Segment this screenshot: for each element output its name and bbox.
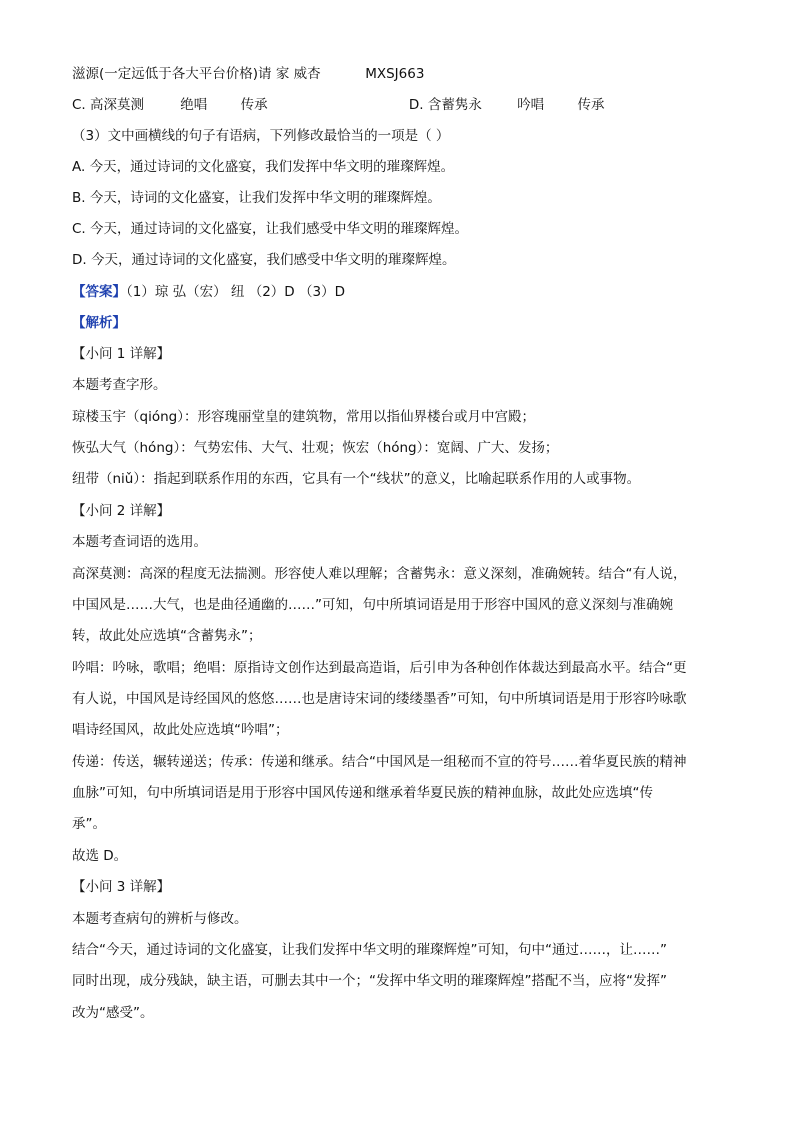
options-row (72, 95, 604, 115)
doc-code: MXSJ663 (365, 66, 425, 82)
sub2-p2-line1: 吟唱：吟咏，歌唱；绝唱：原指诗文创作达到最高造诣，后引申为各种创作体裁达到最高水平。结合“更 (72, 660, 687, 676)
answer-text: （1）琼 弘（宏） 纽 （2）D （3）D (126, 284, 345, 300)
option-d-word3: 传承 (577, 97, 605, 113)
sub3-title: 【小问 3 详解】 (72, 879, 171, 895)
sub2-p3-line3: 承”。 (72, 816, 106, 832)
analysis-label: 【解析】 (72, 315, 126, 331)
option-c-word3: 传承 (240, 97, 268, 113)
sub2-p2-line2: 有人说，中国风是诗经国风的悠悠……也是唐诗宋词的缕缕墨香”可知，句中所填词语是用于形容吟咏歌 (72, 691, 687, 707)
source-text: 滋源(一定远低于各大平台价格)请 家 威杏 (72, 66, 321, 82)
sub2-conclusion: 故选 D。 (72, 848, 128, 864)
sub3-p1-line3: 改为“感受”。 (72, 1005, 154, 1021)
header-line (72, 64, 424, 84)
sub3-p1-line1: 结合“今天，通过诗词的文化盛宴，让我们发挥中华文明的璀璨辉煌”可知，句中“通过……，让……” (72, 942, 667, 958)
sub1-title: 【小问 1 详解】 (72, 346, 171, 362)
sub1-line-3: 纽带（niǔ）：指起到联系作用的东西，它具有一个“线状”的意义，比喻起联系作用的人或事物。 (72, 471, 641, 487)
sub3-intro: 本题考查病句的辨析与修改。 (72, 911, 248, 927)
choice-b: B. 今天，诗词的文化盛宴，让我们发挥中华文明的璀璨辉煌。 (72, 190, 441, 206)
sub1-line-1: 琼楼玉宇（qióng）：形容瑰丽堂皇的建筑物，常用以指仙界楼台或月中宫殿； (72, 409, 535, 425)
sub2-title: 【小问 2 详解】 (72, 503, 171, 519)
sub2-p2-line3: 唱诗经国风，故此处应选填“吟唱”； (72, 722, 289, 738)
sub2-p3-line2: 血脉”可知，句中所填词语是用于形容中国风传递和继承着华夏民族的精神血脉，故此处应选填“传 (72, 785, 653, 801)
option-d-word2: 吟唱 (517, 97, 545, 113)
answer-line (72, 282, 345, 302)
sub2-p3-line1: 传递：传送，辗转递送；传承：传递和继承。结合“中国风是一组秘而不宣的符号……着华夏民族的精神 (72, 754, 687, 770)
choice-d: D. 今天，通过诗词的文化盛宴，我们感受中华文明的璀璨辉煌。 (72, 252, 456, 268)
sub2-p1-line2: 中国风是……大气，也是曲径通幽的……”可知，句中所填词语是用于形容中国风的意义深刻与准确婉 (72, 597, 673, 613)
sub2-intro: 本题考查词语的选用。 (72, 534, 207, 550)
option-d-label: D. 含蓄隽永 (408, 97, 482, 113)
sub1-line-2: 恢弘大气（hóng）：气势宏伟、大气、壮观；恢宏（hóng）：宽阔、广大、发扬； (72, 440, 559, 456)
option-c-label: C. 高深莫测 (72, 97, 145, 113)
sub2-p1-line1: 高深莫测：高深的程度无法揣测。形容使人难以理解；含蓄隽永：意义深刻，准确婉转。结合“有人说， (72, 566, 687, 582)
answer-label: 【答案】 (72, 284, 126, 300)
choice-c: C. 今天，通过诗词的文化盛宴，让我们感受中华文明的璀璨辉煌。 (72, 221, 469, 237)
option-c-word2: 绝唱 (180, 97, 208, 113)
sub3-p1-line2: 同时出现，成分残缺，缺主语，可删去其中一个；“发挥中华文明的璀璨辉煌”搭配不当，应将“发挥” (72, 973, 667, 989)
sub2-p1-line3: 转，故此处应选填“含蓄隽永”； (72, 628, 262, 644)
choice-a: A. 今天，通过诗词的文化盛宴，我们发挥中华文明的璀璨辉煌。 (72, 159, 455, 175)
sub1-intro: 本题考查字形。 (72, 377, 167, 393)
question-3: （3）文中画横线的句子有语病，下列修改最恰当的一项是（ ） (72, 128, 450, 144)
